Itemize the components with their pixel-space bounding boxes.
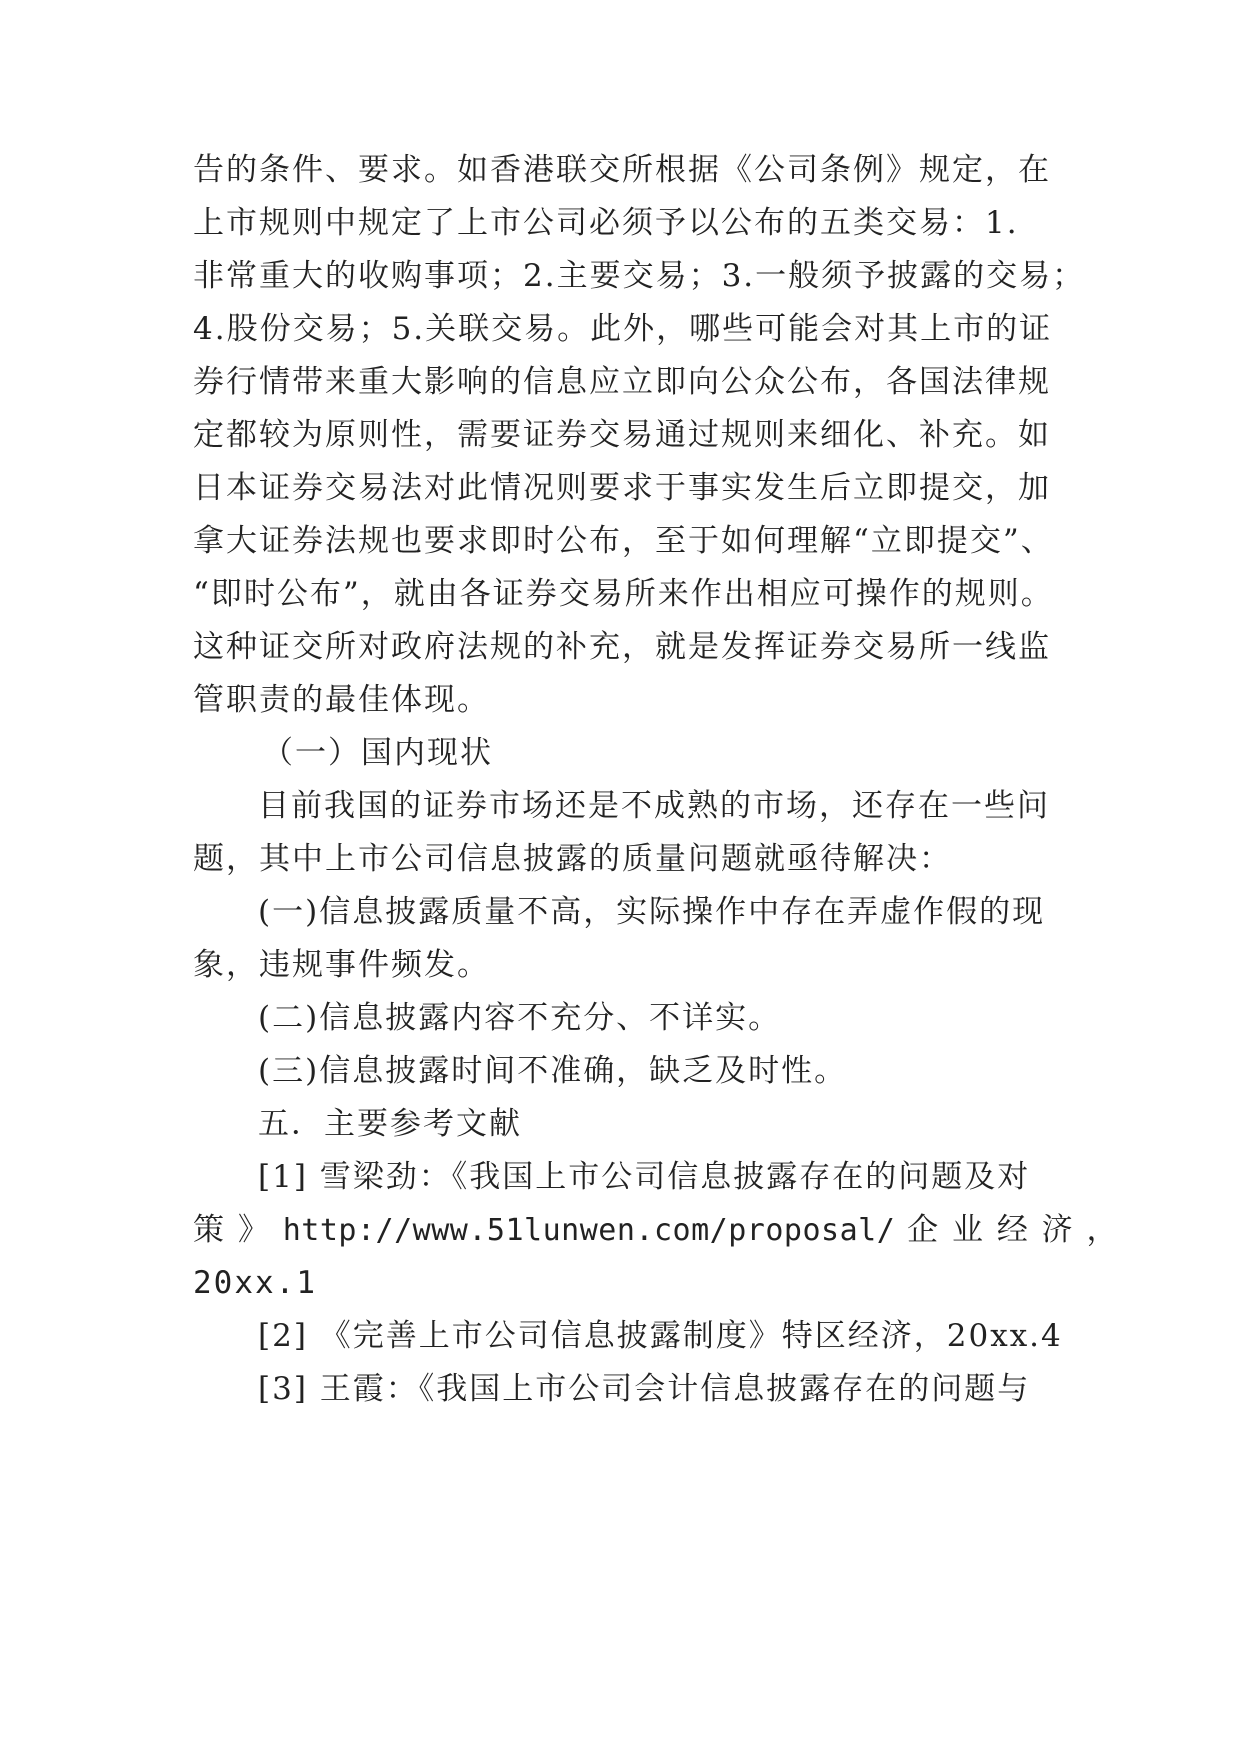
problem-1-line-2: 象，违规事件频发。 — [193, 947, 490, 983]
references-heading: 五．主要参考文献 — [258, 1106, 522, 1142]
reference-1-line-1: [1] 雪梁劲：《我国上市公司信息披露存在的问题及对 — [258, 1159, 1031, 1195]
problem-3: (三)信息披露时间不准确，缺乏及时性。 — [258, 1053, 848, 1089]
body-line-7: 日本证券交易法对此情况则要求于事实发生后立即提交，加 — [193, 470, 1051, 506]
reference-1-url: http://www.51lunwen.com/proposal/ — [282, 1213, 896, 1248]
body-line-2: 上市规则中规定了上市公司必须予以公布的五类交易：1. — [193, 205, 1019, 241]
reference-1-suffix: 企 业 经 济 ， — [907, 1212, 1120, 1248]
body-line-6: 定都较为原则性，需要证券交易通过规则来细化、补充。如 — [193, 417, 1051, 453]
reference-2: [2] 《完善上市公司信息披露制度》特区经济，20xx.4 — [258, 1318, 1063, 1354]
section-heading: （一）国内现状 — [262, 735, 493, 771]
body-line-11: 管职责的最佳体现。 — [193, 682, 490, 718]
body-line-9: “即时公布”，就由各证券交易所来作出相应可操作的规则。 — [193, 576, 1054, 612]
reference-3-line-1: [3] 王霞：《我国上市公司会计信息披露存在的问题与 — [258, 1371, 1031, 1407]
body-line-10: 这种证交所对政府法规的补充，就是发挥证券交易所一线监 — [193, 629, 1051, 665]
reference-1-prefix: 策 》 — [193, 1212, 271, 1248]
status-para-line-2: 题，其中上市公司信息披露的质量问题就亟待解决： — [193, 841, 952, 877]
body-line-4: 4.股份交易；5.关联交易。此外，哪些可能会对其上市的证 — [193, 311, 1053, 347]
body-line-8: 拿大证券法规也要求即时公布，至于如何理解“立即提交”、 — [193, 523, 1054, 559]
reference-1-line-2 — [193, 1210, 1120, 1250]
problem-2: (二)信息披露内容不充分、不详实。 — [258, 1000, 782, 1036]
status-para-line-1: 目前我国的证券市场还是不成熟的市场，还存在一些问 — [258, 788, 1050, 824]
body-line-3: 非常重大的收购事项；2.主要交易；3.一般须予披露的交易； — [193, 258, 1086, 294]
body-line-1: 告的条件、要求。如香港联交所根据《公司条例》规定，在 — [193, 152, 1051, 188]
body-line-5: 券行情带来重大影响的信息应立即向公众公布，各国法律规 — [193, 364, 1051, 400]
problem-1-line-1: (一)信息披露质量不高，实际操作中存在弄虚作假的现 — [258, 894, 1046, 930]
reference-1-line-3: 20xx.1 — [193, 1265, 317, 1301]
